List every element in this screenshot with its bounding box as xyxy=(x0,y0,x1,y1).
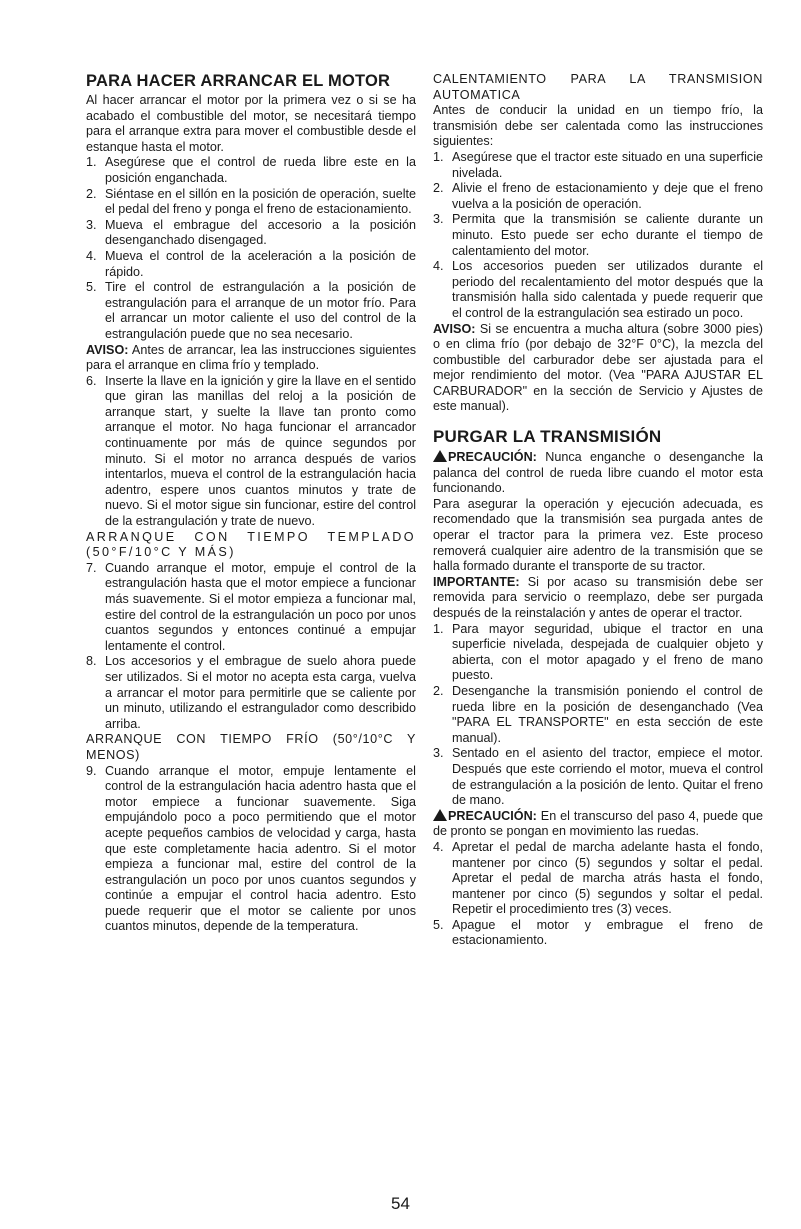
list-item xyxy=(433,684,763,746)
left-column xyxy=(86,72,416,935)
cold-weather-subheading: ARRANQUE CON TIEMPO FRÍO (50°/10°C Y MENOS) xyxy=(86,732,416,762)
list-item-text: Sentado en el asiento del tractor, empiece el motor. Después que este corriendo el motor, mueva el control de estrangulación a la posición de lento. Quitar el freno de mano. xyxy=(452,746,763,808)
warning-triangle-icon xyxy=(433,450,447,462)
aviso-cold-note xyxy=(86,343,416,374)
list-item xyxy=(433,212,763,259)
list-item xyxy=(433,918,763,949)
list-item-number: 9. xyxy=(86,763,97,778)
list-item xyxy=(433,181,763,212)
list-item-text: Permita que la transmisión se caliente durante un minuto. Esto puede ser echo durante el tiempo de calentamiento del motor. xyxy=(452,212,763,258)
list-item xyxy=(433,259,763,321)
list-item-number: 8. xyxy=(86,654,97,669)
aviso-label: AVISO: xyxy=(86,342,129,357)
list-item-number: 3. xyxy=(433,746,444,761)
ignition-steps-list xyxy=(86,374,416,530)
important-label: IMPORTANTE: xyxy=(433,574,520,589)
list-item-number: 2. xyxy=(433,683,444,698)
list-item-number: 2. xyxy=(86,186,97,201)
list-item-text: Mueva el control de la aceleración a la posición de rápido. xyxy=(105,248,416,279)
caution-label: PRECAUCIÓN: xyxy=(448,808,537,823)
right-column xyxy=(433,72,763,949)
caution-wheels-note xyxy=(433,809,763,840)
list-item xyxy=(433,746,763,808)
list-item-number: 5. xyxy=(86,280,97,295)
list-item xyxy=(86,764,416,936)
list-item-number: 4. xyxy=(433,839,444,854)
warm-weather-steps-list xyxy=(86,561,416,733)
caution-label: PRECAUCIÓN: xyxy=(448,450,537,465)
list-item-text: Siéntase en el sillón en la posición de operación, suelte el pedal del freno y ponga el freno de estacionamiento. xyxy=(105,186,416,217)
list-item-text: Apretar el pedal de marcha adelante hasta el fondo, mantener por cinco (5) segundos y soltar el pedal. Apretar el pedal de marcha atrás hasta el fondo, mantener por cinco (5) segundos y soltar el pedal. Repetir el procedimiento tres (3) veces. xyxy=(452,839,763,917)
important-note xyxy=(433,575,763,622)
aviso-text: Antes de arrancar, lea las instrucciones siguientes para el arranque en clima frío y templado. xyxy=(86,342,416,373)
list-item-number: 1. xyxy=(86,155,97,170)
list-item xyxy=(433,622,763,684)
list-item xyxy=(86,218,416,249)
aviso-text: Si se encuentra a mucha altura (sobre 3000 pies) o en clima frío (por debajo de 32°F 0°C), la mezcla del combustible del carburador debe ser ajustada para el mejor rendimiento del motor. (Vea "PARA AJUSTAR EL CARBURADOR" en la sección de Servicio y Ajustes de este manual). xyxy=(433,321,763,414)
warm-weather-subheading: ARRANQUE CON TIEMPO TEMPLADO (50°F/10°C Y MÁS) xyxy=(86,529,416,560)
list-item-number: 3. xyxy=(433,212,444,227)
purge-steps-list xyxy=(433,622,763,809)
caution-text: En el transcurso del paso 4, puede que de pronto se pongan en movimiento las ruedas. xyxy=(433,808,763,839)
list-item-text: Asegúrese que el tractor este situado en una superficie nivelada. xyxy=(452,149,763,180)
list-item-text: Mueva el embrague del accesorio a la posición desenganchado disengaged. xyxy=(105,217,416,248)
list-item-number: 5. xyxy=(433,917,444,932)
list-item xyxy=(86,155,416,186)
list-item-number: 3. xyxy=(86,217,97,232)
list-item-text: Los accesorios pueden ser utilizados durante el periodo del recalentamiento del motor después que la transmisión halla sido calentada y puede requerir que el control de la estrangulación sea estirado un poco. xyxy=(452,259,763,320)
list-item-text: Tire el control de estrangulación a la posición de estrangulación para el arranque de un motor frío. Para el arrancar un motor caliente el uso del control de la estrangulación puede que no sea necesario. xyxy=(105,280,416,341)
list-item-text: Asegúrese que el control de rueda libre este en la posición enganchada. xyxy=(105,155,416,185)
list-item-number: 4. xyxy=(86,248,97,263)
important-text: Si por acaso su transmisión debe ser removida para servicio o reemplazo, debe ser purgada después de la reinstalación y antes de operar el tractor. xyxy=(433,574,763,620)
list-item xyxy=(86,374,416,530)
start-engine-intro: Al hacer arrancar el motor por la primera vez o si se ha acabado el combustible del motor, se necesitará tiempo para el arranque extra para mover el combustible desde el estanque hasta el motor. xyxy=(86,93,416,154)
list-item-number: 7. xyxy=(86,560,97,575)
aviso-altitude-note xyxy=(433,322,763,416)
list-item-number: 6. xyxy=(86,373,97,388)
caution-text: Nunca enganche o desenganche la palanca del control de rueda libre cuando el motor esta funcionando. xyxy=(433,450,763,496)
list-item-number: 4. xyxy=(433,259,444,274)
caution-freewheel-note xyxy=(433,450,763,497)
list-item xyxy=(86,280,416,342)
cold-weather-steps-list xyxy=(86,764,416,936)
list-item-text: Para mayor seguridad, ubique el tractor en una superficie nivelada, despejada de cualquier objeto y abierta, con el motor apagado y el freno de mano puesto. xyxy=(452,621,763,683)
page-number: 54 xyxy=(391,1194,410,1213)
transmission-warmup-subheading: CALENTAMIENTO PARA LA TRANSMISION AUTOMATICA xyxy=(433,72,763,102)
purge-transmission-heading: PURGAR LA TRANSMISIÓN xyxy=(433,427,662,447)
list-item-number: 1. xyxy=(433,621,444,636)
list-item-text: Cuando arranque el motor, empuje el control de la estrangulación hasta que el motor empiece a funcionar más suavemente. Si el motor empieza a funcionar mal, estire del control de la estrangulación un poco por unos cuantos segundos y entonces continué a empujar lentamente el control. xyxy=(105,560,416,653)
list-item-number: 2. xyxy=(433,181,444,196)
list-item xyxy=(433,840,763,918)
list-item xyxy=(86,249,416,280)
aviso-label: AVISO: xyxy=(433,321,476,336)
list-item-text: Inserte la llave en la ignición y gire la llave en el sentido que giran las manillas del reloj a la posición de arranque start, y suelte la llave tan pronto como arranque el motor. No haga funcionar el arrancador continuamente por más de quince segundos por minuto. Si el motor no arranca después de varios intentarlos, mueva el control de la estrangulación hacia adentro, espere unos cuantos minutos y trate de nuevo. Si el motor sigue sin funcionar, estire del control de la estrangulación y trate de nuevo. xyxy=(105,373,416,529)
list-item-text: Desenganche la transmisión poniendo el control de rueda libre en la posición de desenganchado (Vea "PARA EL TRANSPORTE" en esta sección de este manual). xyxy=(452,683,763,745)
start-engine-heading: PARA HACER ARRANCAR EL MOTOR xyxy=(86,72,391,90)
list-item xyxy=(86,654,416,732)
start-steps-list xyxy=(86,155,416,342)
warning-triangle-icon xyxy=(433,809,447,821)
list-item-text: Los accesorios y el embrague de suelo ahora puede ser utilizados. Si el motor no acepta esta carga, vuelva a arrancar el motor para permitirle que se caliente por un minuto, utilizando el estrangulador como describido arriba. xyxy=(105,654,416,731)
list-item xyxy=(433,150,763,181)
list-item-number: 1. xyxy=(433,149,444,164)
transmission-warmup-intro: Antes de conducir la unidad en un tiempo frío, la transmisión debe ser calentada como las instrucciones siguientes: xyxy=(433,103,763,149)
list-item-text: Apague el motor y embrague el freno de estacionamiento. xyxy=(452,917,763,948)
list-item-text: Alivie el freno de estacionamiento y deje que el freno vuelva a la posición de operación. xyxy=(452,181,763,211)
list-item xyxy=(86,561,416,655)
purge-final-steps-list xyxy=(433,840,763,949)
list-item-text: Cuando arranque el motor, empuje lentamente el control de la estrangulación hacia adentro hasta que el motor empiece a funcionar suavemente. Siga empujándolo poco a poco permitiendo que el motor acepte pequeños cambios de velocidad y carga, hasta que este completamente hacia adentro. Si el motor empieza a funcionar mal, estire del control de la estrangulación un poco por unos cuantos segundos y continúe a empujar el control hacia adentro. Esto puede requerir que el motor se caliente por unos cuantos minutos, depende de la temperatura. xyxy=(105,763,416,934)
list-item xyxy=(86,187,416,218)
warmup-steps-list xyxy=(433,150,763,322)
purge-intro-paragraph: Para asegurar la operación y ejecución adecuada, es recomendado que la transmisión sea purgada antes de operar el tractor para la primera vez. Este proceso removerá cualquier aire adentro de la transmisión que se halla formado durante el transporte de su tractor. xyxy=(433,496,763,574)
